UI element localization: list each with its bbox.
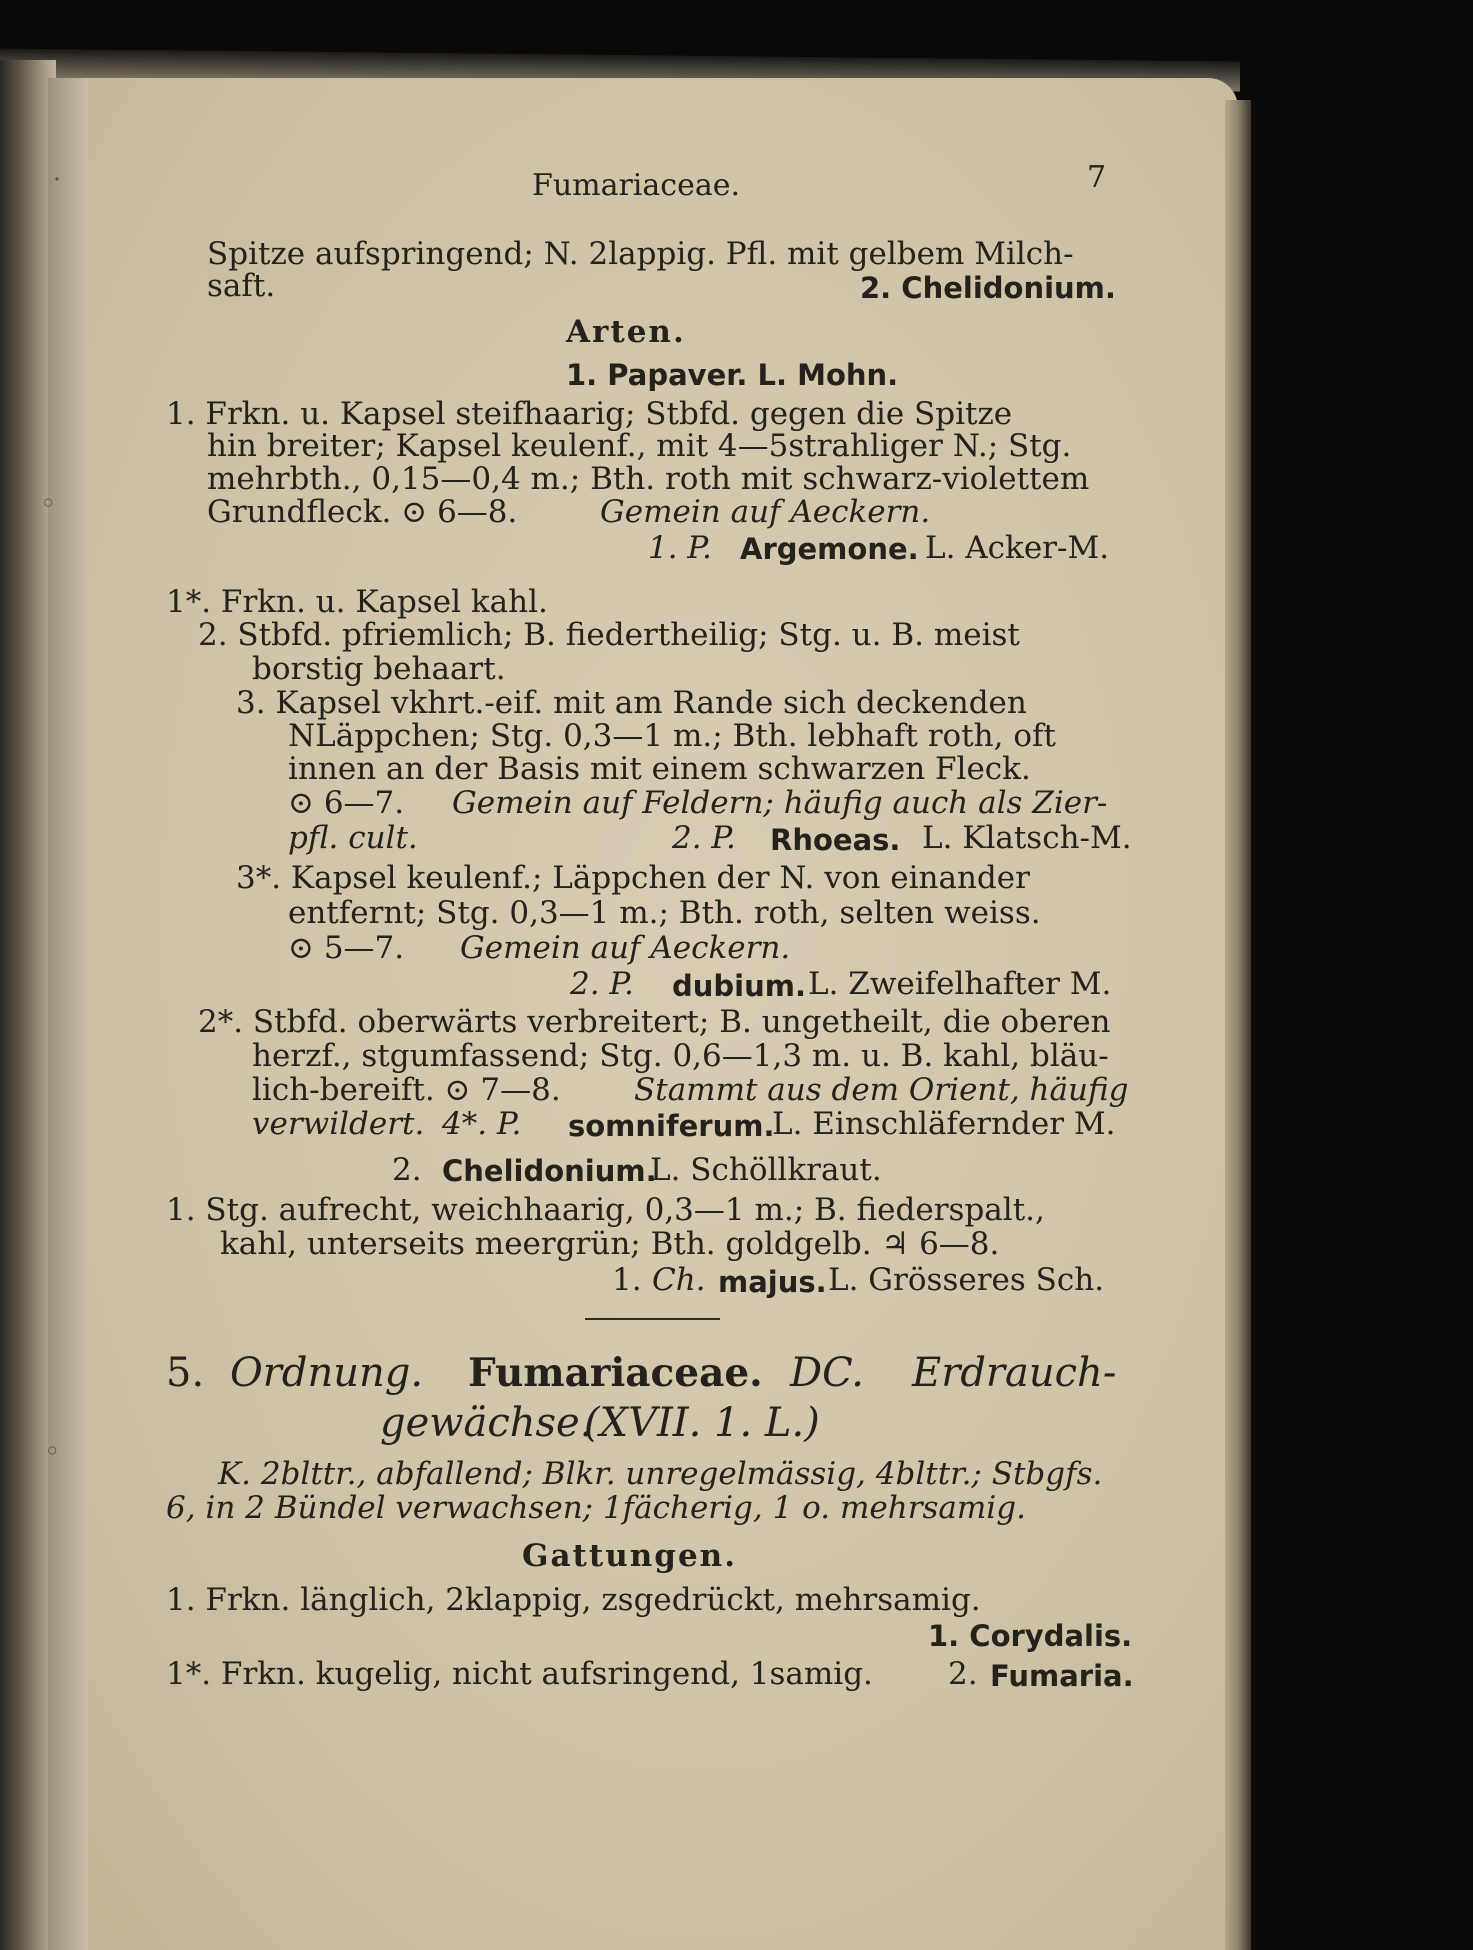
page-gutter: [48, 78, 88, 1950]
text-line: herzf., stgumfassend; Stg. 0,6—1,3 m. u. B. kahl, bläu-: [252, 1038, 1109, 1074]
genus-name: 1. Corydalis.: [928, 1619, 1133, 1653]
text-italic: Ch.: [652, 1262, 706, 1298]
text-italic: DC.: [790, 1350, 864, 1396]
text-line: innen an der Basis mit einem schwarzen Fleck.: [288, 751, 1031, 787]
species-name: majus.: [718, 1265, 827, 1299]
text-line: ⊙ 5—7.: [288, 930, 405, 966]
text-line: NLäppchen; Stg. 0,3—1 m.; Bth. lebhaft roth, oft: [288, 718, 1056, 754]
text-line: 1. Frkn. länglich, 2klappig, zsgedrückt, mehrsamig.: [166, 1582, 981, 1618]
genus-heading-text: 1. Papaver. L. Mohn.: [566, 358, 899, 392]
text-italic: 4*. P.: [442, 1106, 522, 1142]
section-heading: Arten.: [566, 314, 686, 350]
text-line: L. Zweifelhafter M.: [808, 966, 1112, 1002]
text-line: borstig behaart.: [252, 651, 506, 687]
species-name: dubium.: [672, 969, 806, 1003]
text-italic: Gemein auf Aeckern.: [600, 494, 931, 530]
text-italic: pfl. cult.: [288, 820, 418, 856]
text-italic: gewächse.: [380, 1400, 593, 1446]
binding-mark: ◦: [44, 1435, 61, 1468]
genus-name: Fumaria.: [990, 1659, 1134, 1693]
text-line: L. Acker-M.: [925, 530, 1110, 566]
section-divider: [585, 1318, 720, 1320]
family-name: Fumariaceae.: [468, 1350, 763, 1396]
species-name: Rhoeas.: [770, 823, 901, 857]
text-italic: Gemein auf Aeckern.: [460, 930, 791, 966]
text-line: Spitze aufspringend; N. 2lappig. Pfl. mit gelbem Milch-: [207, 236, 1074, 272]
text-line: ⊙ 6—7.: [288, 785, 405, 821]
genus-name: Chelidonium.: [442, 1154, 657, 1188]
text-line: 1*. Frkn. kugelig, nicht aufsringend, 1samig.: [166, 1656, 873, 1692]
text-line: hin breiter; Kapsel keulenf., mit 4—5strahliger N.; Stg.: [207, 428, 1072, 464]
text-italic: Erdrauch-: [912, 1350, 1117, 1396]
text-line: 1. Stg. aufrecht, weichhaarig, 0,3—1 m.; B. fiederspalt.,: [166, 1192, 1045, 1228]
text-line: mehrbth., 0,15—0,4 m.; Bth. roth mit schwarz-violettem: [207, 461, 1090, 497]
text-italic: Ordnung.: [230, 1350, 424, 1396]
running-head: Fumariaceae.: [532, 168, 741, 203]
text-line: Grundfleck. ⊙ 6—8.: [207, 494, 518, 530]
order-number: 5.: [166, 1350, 205, 1396]
text-line: 1*. Frkn. u. Kapsel kahl.: [166, 584, 548, 620]
binding-mark: ◦: [40, 487, 57, 520]
text-line: entfernt; Stg. 0,3—1 m.; Bth. roth, selten weiss.: [288, 895, 1041, 931]
genus-name: 2. Chelidonium.: [860, 271, 1116, 305]
text-line: lich-bereift. ⊙ 7—8.: [252, 1072, 561, 1108]
page-number: 7: [1087, 160, 1107, 195]
text-line: 3. Kapsel vkhrt.-eif. mit am Rande sich deckenden: [236, 685, 1027, 721]
text-line: L. Klatsch-M.: [922, 820, 1132, 856]
text-italic: 2. P.: [672, 820, 736, 856]
text-line: 2.: [392, 1152, 422, 1188]
text-line: L. Einschläfernder M.: [772, 1106, 1116, 1142]
genus-heading: [566, 357, 898, 393]
text-line: 2. Stbfd. pfriemlich; B. fiedertheilig; Stg. u. B. meist: [198, 617, 1020, 653]
text-line: 1.: [612, 1262, 642, 1298]
text-italic: verwildert.: [252, 1106, 425, 1142]
text-line: 1. Frkn. u. Kapsel steifhaarig; Stbfd. gegen die Spitze: [166, 396, 1013, 432]
text-line: kahl, unterseits meergrün; Bth. goldgelb. ♃ 6—8.: [220, 1226, 1000, 1262]
text-italic: Gemein auf Feldern; häufig auch als Zier-: [452, 785, 1108, 821]
species-name: Argemone.: [740, 532, 919, 566]
page-edge: [1225, 100, 1251, 1950]
text-italic: 6, in 2 Bündel verwachsen; 1fächerig, 1 o. mehrsamig.: [166, 1490, 1026, 1526]
text-italic: (XVII. 1. L.): [584, 1400, 820, 1446]
text-line: 2.: [948, 1656, 978, 1692]
text-line: L. Schöllkraut.: [650, 1152, 882, 1188]
binding-mark: ˙: [50, 173, 64, 206]
text-italic: 1. P.: [648, 530, 712, 566]
text-line: 2*. Stbfd. oberwärts verbreitert; B. ungetheilt, die oberen: [198, 1004, 1111, 1040]
text-italic: 2. P.: [570, 966, 634, 1002]
text-italic: Stammt aus dem Orient, häufig: [634, 1072, 1129, 1108]
text-line: L. Grösseres Sch.: [828, 1262, 1105, 1298]
section-heading: Gattungen.: [522, 1538, 738, 1574]
text-italic: K. 2blttr., abfallend; Blkr. unregelmässig, 4blttr.; Stbgfs.: [218, 1456, 1103, 1492]
species-name: somniferum.: [568, 1109, 775, 1143]
text-line: saft.: [207, 268, 276, 304]
text-line: 3*. Kapsel keulenf.; Läppchen der N. von einander: [236, 860, 1030, 896]
